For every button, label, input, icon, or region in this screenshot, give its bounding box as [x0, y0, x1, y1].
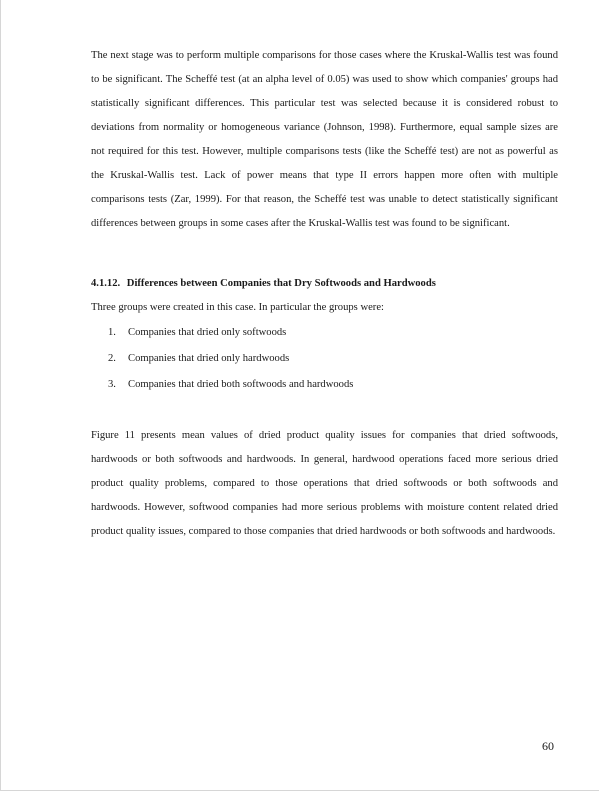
- section-heading: [91, 272, 558, 296]
- section-title: Differences between Companies that Dry Softwoods and Hardwoods: [126, 278, 436, 289]
- list-item-text: Companies that dried only softwoods: [128, 327, 287, 338]
- section-number: 4.1.12.: [91, 278, 121, 289]
- paragraph-groups-intro: Three groups were created in this case. In particular the groups were:: [91, 302, 384, 313]
- list-marker: 1.: [108, 327, 116, 338]
- list-item: [108, 372, 558, 398]
- list-item-text: Companies that dried both softwoods and hardwoods: [128, 379, 354, 390]
- page-number: 60: [542, 739, 554, 753]
- groups-list: [91, 320, 558, 398]
- list-item-text: Companies that dried only hardwoods: [128, 353, 290, 364]
- list-item: [108, 320, 558, 346]
- paragraph-figure-11: Figure 11 presents mean values of dried product quality issues for companies that dried softwoods, hardwoods or both softwoods and hardwoods. In general, hardwood operations faced more serious dried product quality problems, compared to those operations that dried softwoods or both softwoods and hardwoods. However, softwood companies had more serious problems with moisture content related dried product quality issues, compared to those companies that dried hardwoods or both softwoods and hardwoods.: [91, 430, 558, 537]
- paragraph-multiple-comparisons: The next stage was to perform multiple comparisons for those cases where the Kruskal-Wallis test was found to be significant. The Scheffé test (at an alpha level of 0.05) was used to show which companies' groups had statistically significant differences. This particular test was selected because it is considered robust to deviations from normality or homogeneous variance (Johnson, 1998). Furthermore, equal sample sizes are not required for this test. However, multiple comparisons tests (like the Scheffé test) are not as powerful as the Kruskal-Wallis test. Lack of power means that type II errors happen more often with multiple comparisons tests (Zar, 1999). For that reason, the Scheffé test was unable to detect statistically significant differences between groups in some cases after the Kruskal-Wallis test was found to be significant.: [91, 50, 558, 229]
- list-marker: 2.: [108, 353, 116, 364]
- page-content: [91, 44, 558, 544]
- list-item: [108, 346, 558, 372]
- list-marker: 3.: [108, 379, 116, 390]
